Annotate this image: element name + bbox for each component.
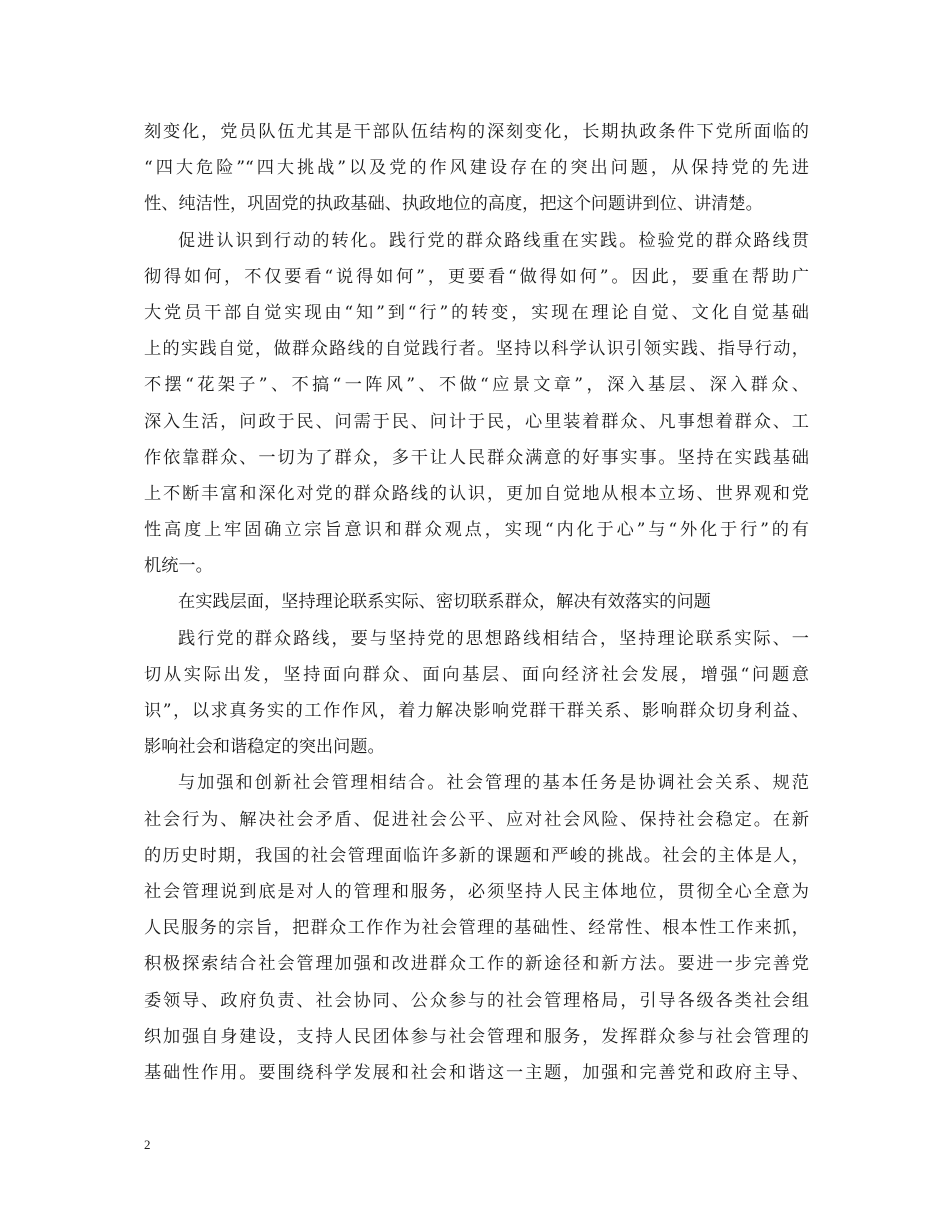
text-line: 人民服务的宗旨，把群众工作作为社会管理的基础性、经常性、根本性工作来抓， [144,918,809,939]
text-line: 影响社会和谐稳定的突出问题。 [144,737,385,758]
text-line: “四大危险”“四大挑战”以及党的作风建设存在的突出问题，从保持党的先进 [144,158,809,179]
text-line: 的历史时期，我国的社会管理面临许多新的课题和严峻的挑战。社会的主体是人， [144,845,809,866]
text-line: 社会行为、解决社会矛盾、促进社会公平、应对社会风险、保持社会稳定。在新 [144,809,809,830]
text-line: 践行党的群众路线，要与坚持党的思想路线相结合，坚持理论联系实际、一 [178,628,809,649]
text-line: 社会管理说到底是对人的管理和服务，必须坚持人民主体地位，贯彻全心全意为 [144,881,809,902]
page-number: 2 [144,1137,151,1152]
text-line: 作依靠群众、一切为了群众，多干让人民群众满意的好事实事。坚持在实践基础 [144,447,809,468]
text-line: 切从实际出发，坚持面向群众、面向基层、面向经济社会发展，增强“问题意 [144,664,809,685]
text-line: 刻变化，党员队伍尤其是干部队伍结构的深刻变化，长期执政条件下党所面临的 [144,122,809,142]
text-line: 彻得如何，不仅要看“说得如何”，更要看“做得如何”。因此，要重在帮助广 [144,266,809,287]
text-line: 与加强和创新社会管理相结合。社会管理的基本任务是协调社会关系、规范 [178,773,809,794]
text-line: 上的实践自觉，做群众路线的自觉践行者。坚持以科学认识引领实践、指导行动， [144,339,809,360]
text-line: 织加强自身建设，支持人民团体参与社会管理和服务，发挥群众参与社会管理的 [144,1026,809,1047]
text-line: 不摆“花架子”、不搞“一阵风”、不做“应景文章”，深入基层、深入群众、 [144,375,809,396]
text-line: 基础性作用。要围绕科学发展和社会和谐这一主题，加强和完善党和政府主导、 [144,1062,809,1083]
text-line: 识”，以求真务实的工作作风，着力解决影响党群干群关系、影响群众切身利益、 [144,701,809,721]
text-line: 性、纯洁性，巩固党的执政基础、执政地位的高度，把这个问题讲到位、讲清楚。 [144,194,763,215]
text-line: 积极探索结合社会管理加强和改进群众工作的新途径和新方法。要进一步完善党 [144,954,809,975]
text-line: 机统一。 [144,556,213,577]
text-line: 委领导、政府负责、社会协同、公众参与的社会管理格局，引导各级各类社会组 [144,990,809,1011]
text-line: 上不断丰富和深化对党的群众路线的认识，更加自觉地从根本立场、世界观和党 [144,483,809,504]
text-line: 性高度上牢固确立宗旨意识和群众观点，实现“内化于心”与“外化于行”的有 [144,520,809,541]
text-line: 在实践层面，坚持理论联系实际、密切联系群众，解决有效落实的问题 [178,592,711,613]
text-line: 深入生活，问政于民、问需于民、问计于民，心里装着群众、凡事想着群众、工 [144,411,809,432]
text-line: 促进认识到行动的转化。践行党的群众路线重在实践。检验党的群众路线贯 [178,230,809,251]
body-text [144,114,809,1091]
text-line: 大党员干部自觉实现由“知”到“行”的转变，实现在理论自觉、文化自觉基础 [144,302,809,323]
